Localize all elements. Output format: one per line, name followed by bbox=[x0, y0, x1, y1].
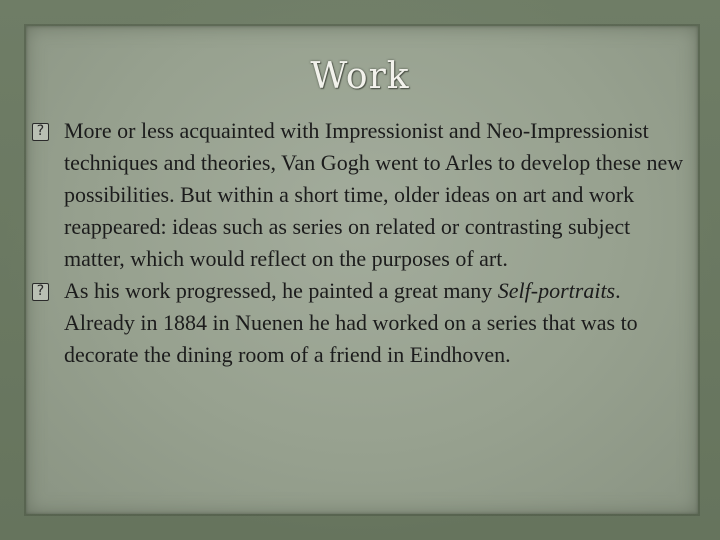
slide-title: Work bbox=[310, 56, 410, 97]
missing-glyph-box-icon bbox=[32, 283, 49, 301]
paragraph-text: . Already in 1884 in Nuenen he had worked on a series that was to decorate the dining room of a friend in Eindhoven. bbox=[64, 278, 638, 367]
slide-body bbox=[32, 115, 684, 371]
missing-glyph-box-icon bbox=[32, 123, 49, 141]
paragraph-italic-text: Self-portraits bbox=[497, 278, 616, 303]
paragraph-text: More or less acquainted with Impressionist and Neo-Impressionist techniques and theories, Van Gogh went to Arles to develop these new possibilities. But within a short time, older ideas on art and work reappeared: ideas such as series on related or contrasting subject matter, which would reflect on the purposes of art. bbox=[64, 118, 684, 271]
bullet-paragraph bbox=[32, 275, 684, 371]
paragraph-text: As his work progressed, he painted a great many bbox=[64, 278, 498, 303]
bullet-paragraph bbox=[32, 115, 684, 275]
